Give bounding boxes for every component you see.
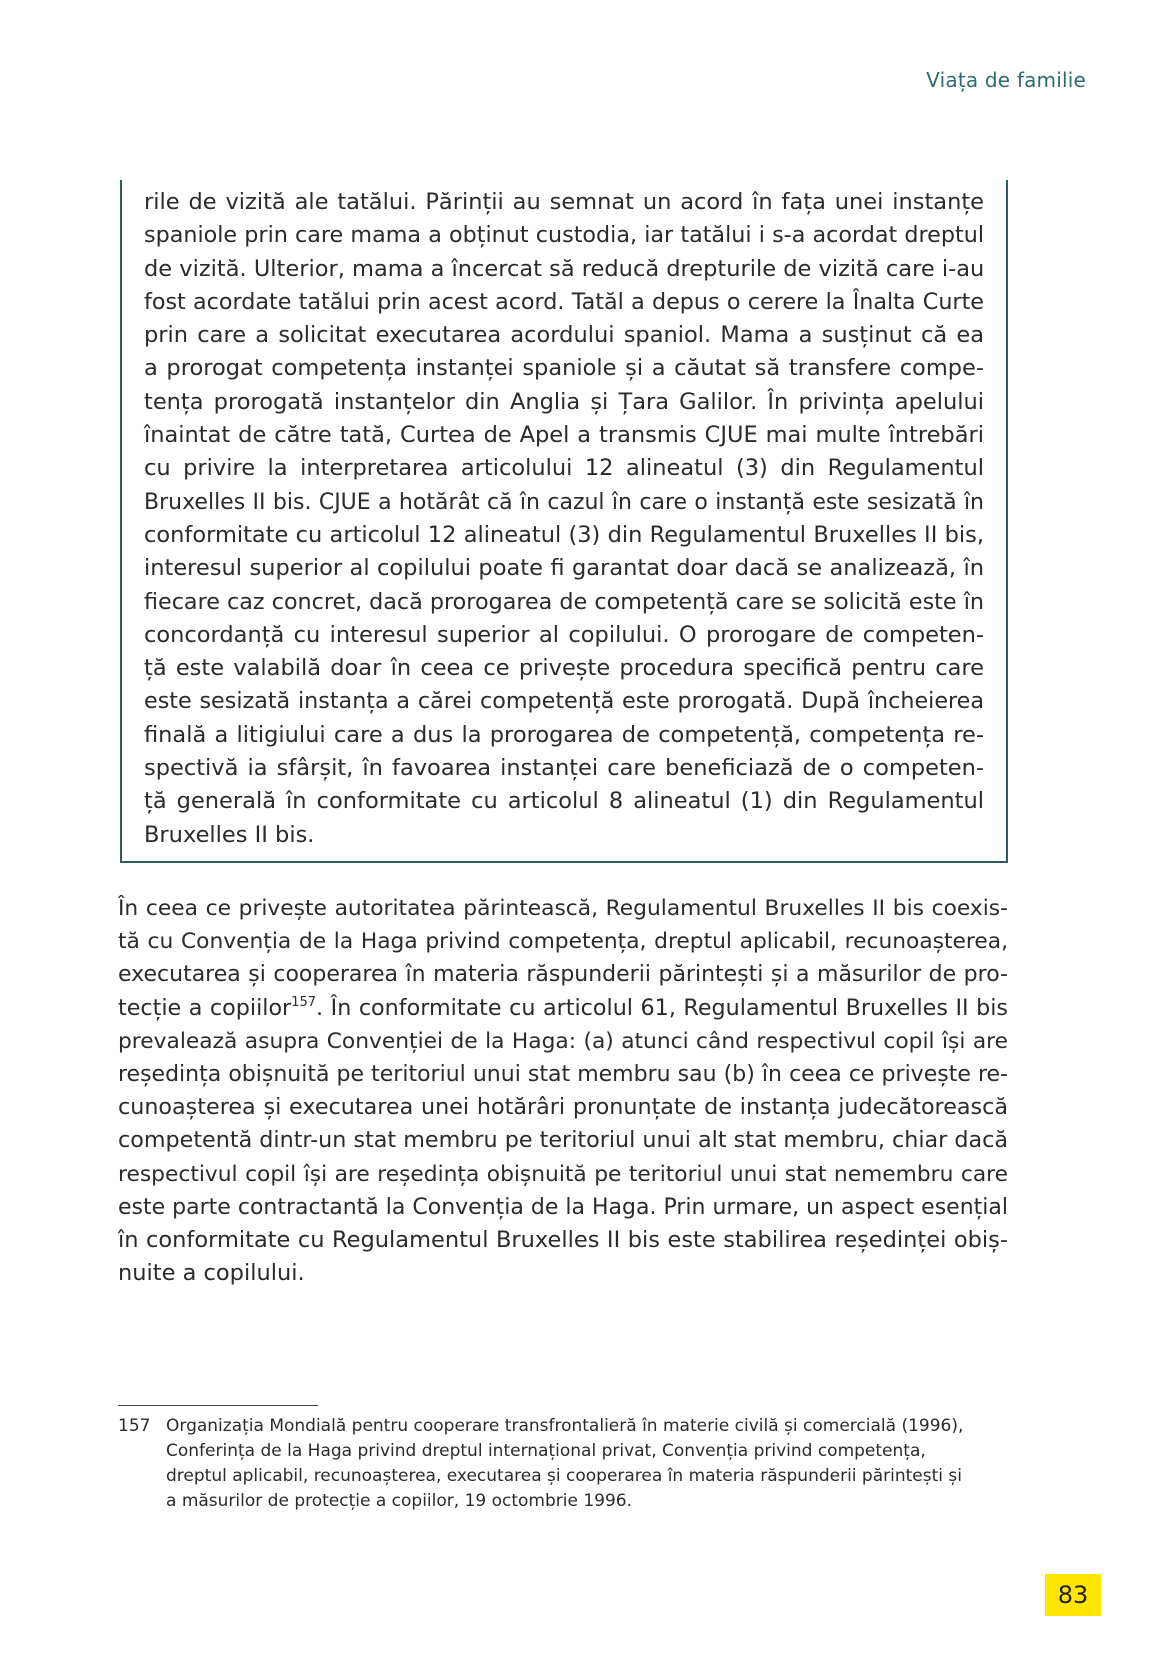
case-line: rile de vizită ale tatălui. Părinții au semnat un acord în fața unei instanțe xyxy=(144,189,984,215)
case-line: cu privire la interpretarea articolului 12 alineatul (3) din Regulamentul xyxy=(144,455,984,482)
footnote-divider xyxy=(118,1405,318,1406)
case-line: interesul superior al copilului poate fi garantat doar dacă se analizează, în xyxy=(144,555,984,582)
case-line: conformitate cu articolul 12 alineatul (3) din Regulamentul Bruxelles II bis, xyxy=(144,521,984,548)
body-line: respectivul copil își are reședința obișnuită pe teritoriul unui stat nemembru care xyxy=(118,1161,1008,1187)
case-line: fiecare caz concret, dacă prorogarea de competență care se solicită este în xyxy=(144,588,984,615)
page-number: 83 xyxy=(1045,1574,1101,1616)
footnote-reference[interactable]: 157 xyxy=(291,994,317,1010)
case-line: Bruxelles II bis. CJUE a hotărât că în cazul în care o instanță este sesizată în xyxy=(144,489,984,515)
body-line: În ceea ce privește autoritatea părintească, Regulamentul Bruxelles II bis coexis- xyxy=(118,896,1008,921)
body-line: este parte contractantă la Convenția de la Haga. Prin urmare, un aspect esențial xyxy=(118,1194,1008,1220)
case-line: Bruxelles II bis. xyxy=(144,821,315,848)
case-line: de vizită. Ulterior, mama a încercat să reducă drepturile de vizită care i-au xyxy=(144,255,985,282)
body-line: executarea și cooperarea în materia răspunderii părintești și a măsurilor de pro- xyxy=(118,962,1008,988)
body-line: prevalează asupra Convenției de la Haga: (a) atunci când respectivul copil își are xyxy=(118,1028,1008,1054)
footnote-line: a măsurilor de protecție a copiilor, 19 octombrie 1996. xyxy=(166,1491,633,1511)
footnote-number: 157 xyxy=(118,1416,151,1436)
case-line: finală a litigiului care a dus la prorogarea de competență, competența re- xyxy=(144,721,984,748)
body-line: în conformitate cu Regulamentul Bruxelles II bis este stabilirea reședinței obiș- xyxy=(118,1227,1008,1254)
case-line: concordanță cu interesul superior al copilului. O prorogare de competen- xyxy=(144,621,984,648)
body-line: competentă dintr-un stat membru pe teritoriul unui alt stat membru, chiar dacă xyxy=(118,1127,1008,1154)
body-text-segment: . În conformitate cu articolul 61, Regulamentul Bruxelles II bis xyxy=(316,994,1008,1021)
body-line: cunoașterea și executarea unei hotărâri pronunțate de instanța judecătorească xyxy=(118,1094,1008,1121)
body-line: reședința obișnuită pe teritoriul unui stat membru sau (b) în ceea ce privește re- xyxy=(118,1062,1008,1088)
case-line: a prorogat competența instanței spaniole și a căutat să transfere compe- xyxy=(144,355,984,382)
case-line: ță este valabilă doar în ceea ce privește procedura specifică pentru care xyxy=(144,655,984,682)
footnote-line: Conferința de la Haga privind dreptul internațional privat, Convenția privind competența, xyxy=(166,1441,926,1461)
body-paragraph xyxy=(118,892,1008,1290)
case-line: spectivă ia sfârșit, în favoarea instanței care beneficiază de o competen- xyxy=(144,755,984,782)
case-line: este sesizată instanța a cărei competență este prorogată. După încheierea xyxy=(144,688,984,715)
case-line: prin care a solicitat executarea acordului spaniol. Mama a susținut că ea xyxy=(144,322,984,349)
footnote-text xyxy=(166,1414,998,1514)
case-summary-box xyxy=(120,180,1008,863)
body-line-with-footnote xyxy=(118,992,1008,1025)
footnote-line: dreptul aplicabil, recunoașterea, executarea și cooperarea în materia răspunderii părintești și xyxy=(166,1466,962,1486)
case-line: ță generală în conformitate cu articolul 8 alineatul (1) din Regulamentul xyxy=(144,788,984,815)
case-line: înaintat de către tată, Curtea de Apel a transmis CJUE mai multe întrebări xyxy=(144,422,984,449)
case-line: fost acordate tatălui prin acest acord. Tatăl a depus o cerere la Înalta Curte xyxy=(144,288,984,315)
running-header: Viața de familie xyxy=(926,68,1086,92)
case-line: spaniole prin care mama a obținut custodia, iar tatălui i s-a acordat dreptul xyxy=(144,222,984,249)
body-line: tă cu Convenția de la Haga privind competența, dreptul aplicabil, recunoașterea, xyxy=(118,929,1008,955)
footnote-line: Organizația Mondială pentru cooperare transfrontalieră în materie civilă și comercială (1996), xyxy=(166,1416,964,1436)
body-text-segment: tecție a copiilor xyxy=(118,994,292,1021)
case-summary-text xyxy=(144,186,984,852)
case-line: tența prorogată instanțelor din Anglia și Țara Galilor. În privința apelului xyxy=(144,388,984,415)
body-line: nuite a copilului. xyxy=(118,1260,305,1287)
